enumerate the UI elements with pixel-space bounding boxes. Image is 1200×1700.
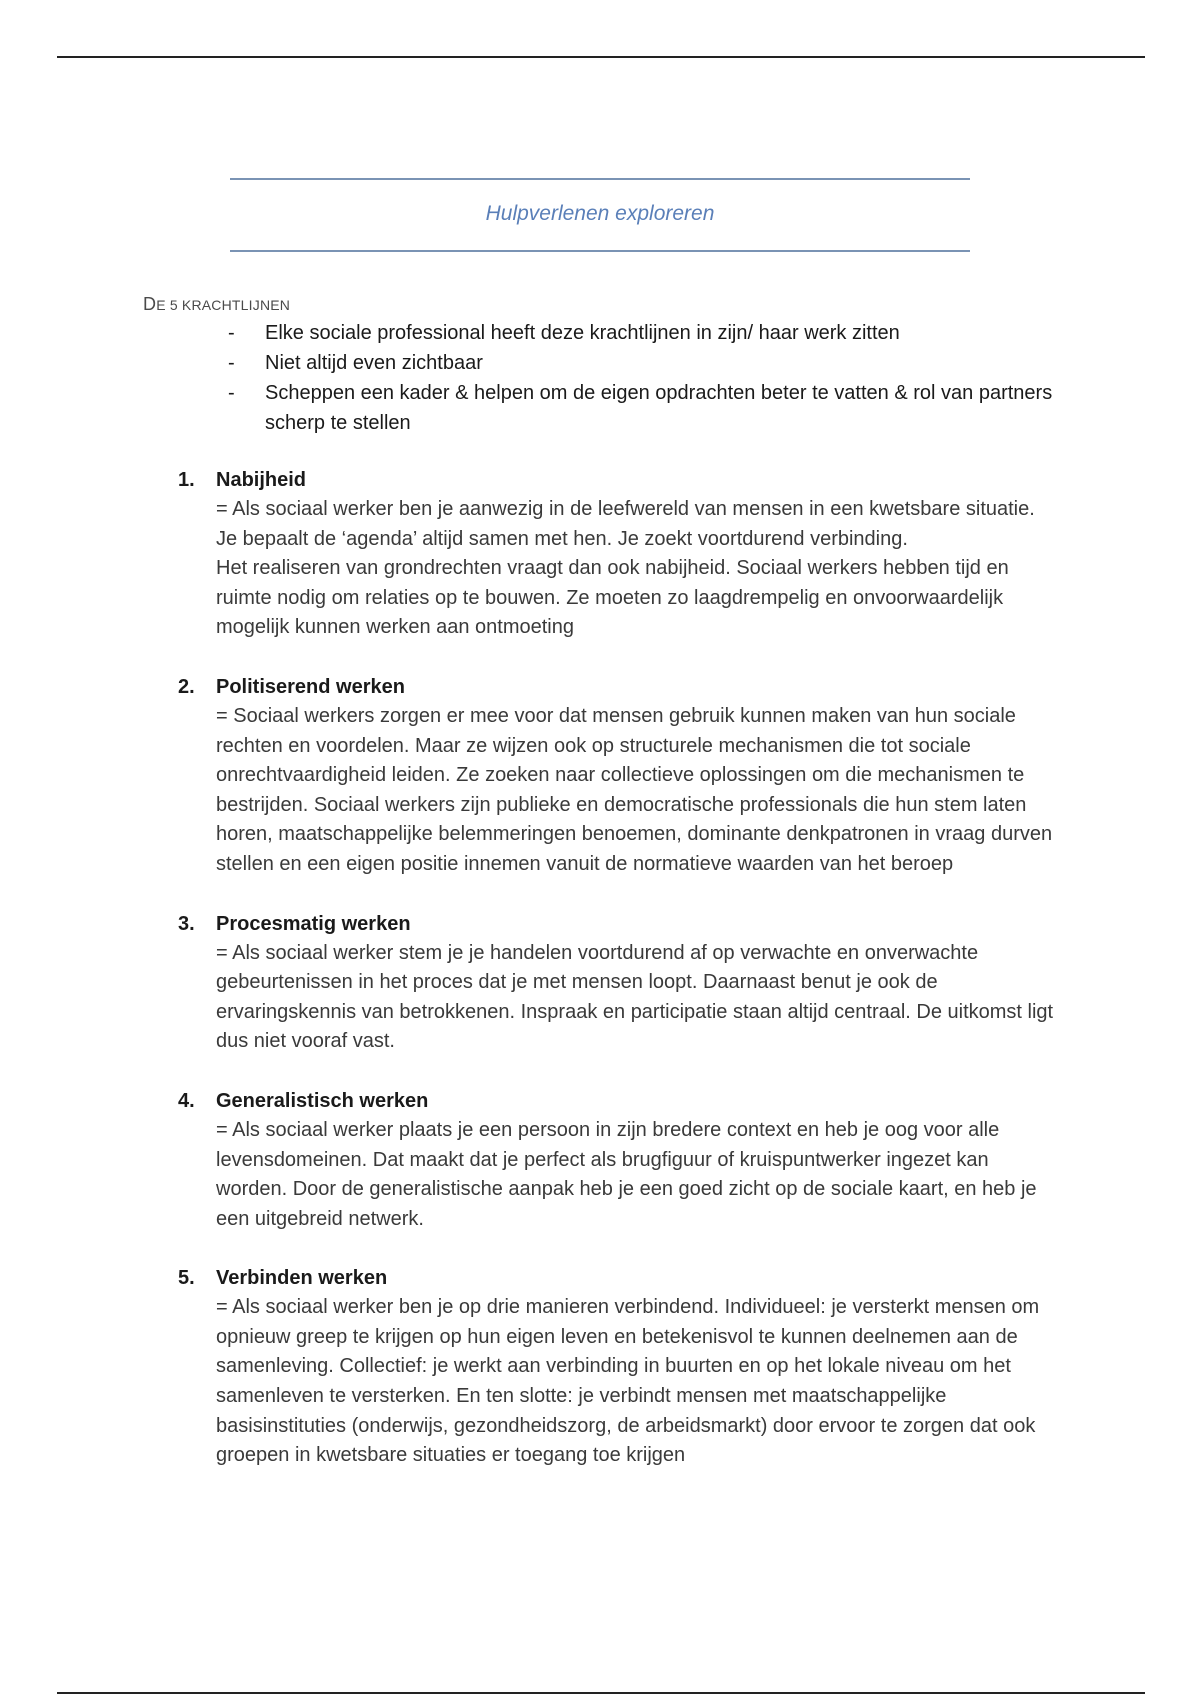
krachtlijn-item bbox=[178, 465, 1078, 643]
dash-bullet: - bbox=[228, 352, 235, 374]
item-body: = Als sociaal werker ben je aanwezig in de leefwereld van mensen in een kwetsbare situatie. Je bepaalt de ‘agenda’ altijd samen met hen. Je zoekt voortdurend verbinding. bbox=[216, 498, 1035, 550]
item-body: = Als sociaal werker plaats je een persoon in zijn bredere context en heb je oog voor alle levensdomeinen. Dat maakt dat je perfect als brugfiguur of kruispuntwerker ingezet kan worden. Door de generalistische aanpak heb je een goed zicht op de sociale kaart, en heb je een uitgebreid netwerk. bbox=[216, 1118, 1037, 1230]
list-item bbox=[228, 378, 1068, 438]
item-body: = Als sociaal werker stem je je handelen voortdurend af op verwachte en onverwachte gebeurtenissen in het proces dat je met mensen loopt. Daarnaast benut je ook de ervaringskennis van betrokkenen. Inspraak en participatie staan altijd centraal. De uitkomst ligt dus niet vooraf vast. bbox=[216, 941, 1054, 1053]
title-top-rule bbox=[230, 178, 970, 180]
bullet-text: Elke sociale professional heeft deze krachtlijnen in zijn/ haar werk zitten bbox=[265, 322, 900, 344]
item-heading: Generalistisch werken bbox=[216, 1089, 429, 1112]
item-number: 4. bbox=[178, 1089, 195, 1112]
document-title: Hulpverlenen exploreren bbox=[485, 202, 715, 225]
section-heading-rest: E 5 KRACHTLIJNEN bbox=[156, 297, 291, 313]
bullet-text: Scheppen een kader & helpen om de eigen opdrachten beter te vatten & rol van partners scherp te stellen bbox=[265, 382, 1053, 434]
item-heading: Nabijheid bbox=[216, 469, 307, 491]
item-number: 3. bbox=[178, 912, 195, 935]
item-body: = Sociaal werkers zorgen er mee voor dat mensen gebruik kunnen maken van hun sociale rechten en voordelen. Maar ze wijzen ook op structurele mechanismen die tot sociale onrechtvaardigheid leiden. Ze zoeken naar collectieve oplossingen om die mechanismen te bestrijden. Sociaal werkers zijn publieke en democratische professionals die hun stem laten horen, maatschappelijke belemmeringen benoemen, dominante denkpatronen in vraag durven stellen en een eigen positie innemen vanuit de normatieve waarden van het beroep bbox=[216, 704, 1053, 875]
krachtlijn-item bbox=[178, 909, 1078, 1057]
page-bottom-rule bbox=[57, 1692, 1145, 1694]
item-body-continued: Het realiseren van grondrechten vraagt dan ook nabijheid. Sociaal werkers hebben tijd en ruimte nodig om relaties op te bouwen. Ze moeten zo laagdrempelig en onvoorwaardelijk mogelijk kunnen werken aan ontmoeting bbox=[216, 557, 1009, 639]
item-number: 5. bbox=[178, 1267, 195, 1290]
krachtlijn-item bbox=[178, 672, 1078, 880]
page-top-rule bbox=[57, 56, 1145, 58]
bullet-text: Niet altijd even zichtbaar bbox=[265, 352, 483, 374]
section-heading bbox=[143, 294, 290, 315]
item-body: = Als sociaal werker ben je op drie manieren verbindend. Individueel: je versterkt mensen om opnieuw greep te krijgen op hun eigen leven en betekenisvol te kunnen deelnemen aan de samenleving. Collectief: je werkt aan verbinding in buurten en op het lokale niveau om het samenleven te versterken. En ten slotte: je verbindt mensen met maatschappelijke basisinstituties (onderwijs, gezondheidszorg, de arbeidsmarkt) door ervoor te zorgen dat ook groepen in kwetsbare situaties er toegang toe krijgen bbox=[216, 1296, 1040, 1467]
title-bottom-rule bbox=[230, 250, 970, 252]
intro-bullet-list bbox=[228, 318, 1068, 438]
krachtlijnen-list bbox=[178, 465, 1078, 1471]
dash-bullet: - bbox=[228, 322, 235, 344]
krachtlijn-item bbox=[178, 1263, 1078, 1471]
item-number: 1. bbox=[178, 469, 195, 491]
item-heading: Politiserend werken bbox=[216, 675, 405, 698]
list-item bbox=[228, 318, 1068, 348]
section-heading-initial: D bbox=[143, 294, 157, 314]
item-heading: Verbinden werken bbox=[216, 1267, 388, 1290]
list-item bbox=[228, 348, 1068, 378]
item-heading: Procesmatig werken bbox=[216, 912, 411, 935]
krachtlijn-item bbox=[178, 1086, 1078, 1234]
dash-bullet: - bbox=[228, 382, 235, 404]
item-number: 2. bbox=[178, 675, 195, 698]
